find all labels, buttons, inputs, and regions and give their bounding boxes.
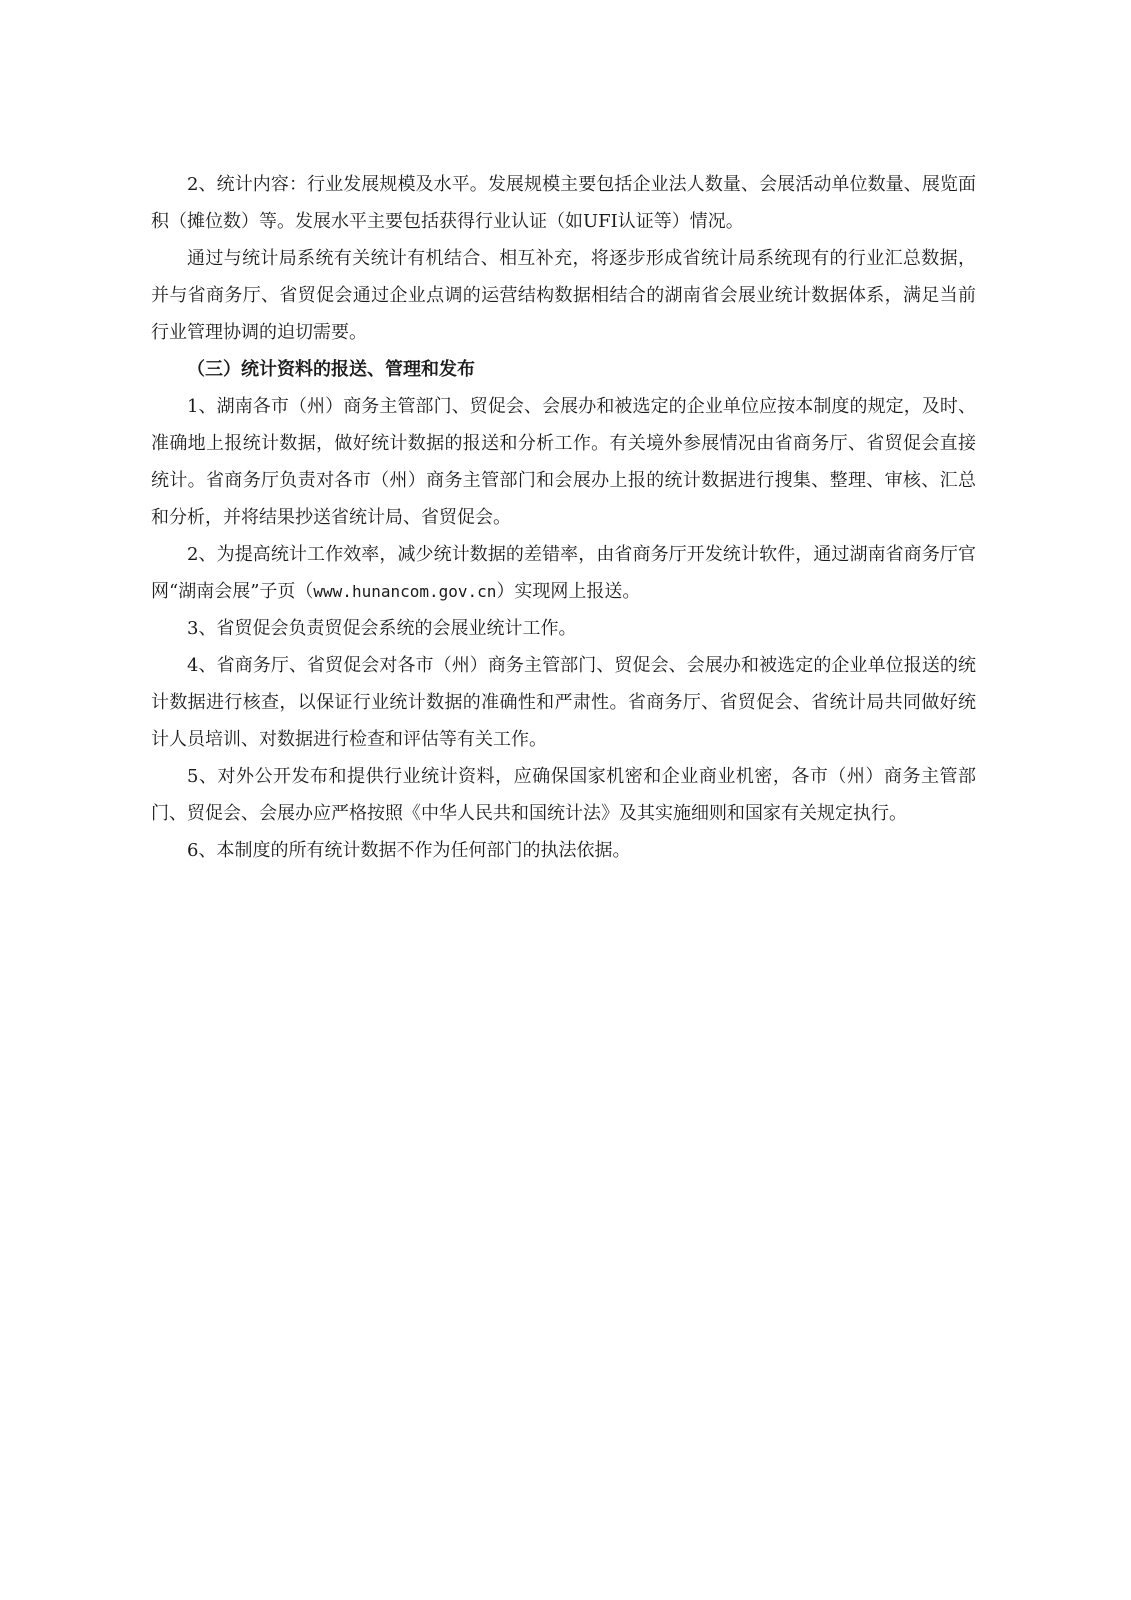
paragraph-item-5: 5、对外公开发布和提供行业统计资料，应确保国家机密和企业商业机密，各市（州）商务主管部门、贸促会、会展办应严格按照《中华人民共和国统计法》及其实施细则和国家有关规定执行。 — [151, 766, 976, 824]
paragraph-item-2-text-after: ）实现网上报送。 — [496, 581, 641, 602]
paragraph-item-6: 6、本制度的所有统计数据不作为任何部门的执法依据。 — [187, 840, 631, 861]
section-heading-reporting: （三）统计资料的报送、管理和发布 — [187, 359, 475, 380]
paragraph-item-2-text-before: 2、为提高统计工作效率，减少统计数据的差错率，由省商务厅开发统计软件，通过湖南省商务厅官网“湖南会展”子页（ — [151, 544, 976, 602]
paragraph-data-integration: 通过与统计局系统有关统计有机结合、相互补充，将逐步形成省统计局系统现有的行业汇总数据，并与省商务厅、省贸促会通过企业点调的运营结构数据相结合的湖南省会展业统计数据体系，满足当前行业管理协调的迫切需要。 — [151, 248, 976, 343]
paragraph-statistics-content: 2、统计内容：行业发展规模及水平。发展规模主要包括企业法人数量、会展活动单位数量、展览面积（摊位数）等。发展水平主要包括获得行业认证（如UFI认证等）情况。 — [151, 174, 976, 232]
paragraph-item-3: 3、省贸促会负责贸促会系统的会展业统计工作。 — [187, 618, 577, 639]
paragraph-item-1: 1、湖南各市（州）商务主管部门、贸促会、会展办和被选定的企业单位应按本制度的规定，及时、准确地上报统计数据，做好统计数据的报送和分析工作。有关境外参展情况由省商务厅、省贸促会直接统计。省商务厅负责对各市（州）商务主管部门和会展办上报的统计数据进行搜集、整理、审核、汇总和分析，并将结果抄送省统计局、省贸促会。 — [151, 396, 976, 528]
paragraph-item-4: 4、省商务厅、省贸促会对各市（州）商务主管部门、贸促会、会展办和被选定的企业单位报送的统计数据进行核查，以保证行业统计数据的准确性和严肃性。省商务厅、省贸促会、省统计局共同做好统计人员培训、对数据进行检查和评估等有关工作。 — [151, 655, 976, 750]
document-body — [151, 166, 976, 869]
paragraph-item-2 — [151, 536, 976, 610]
website-url: www.hunancom.gov.cn — [313, 582, 497, 601]
